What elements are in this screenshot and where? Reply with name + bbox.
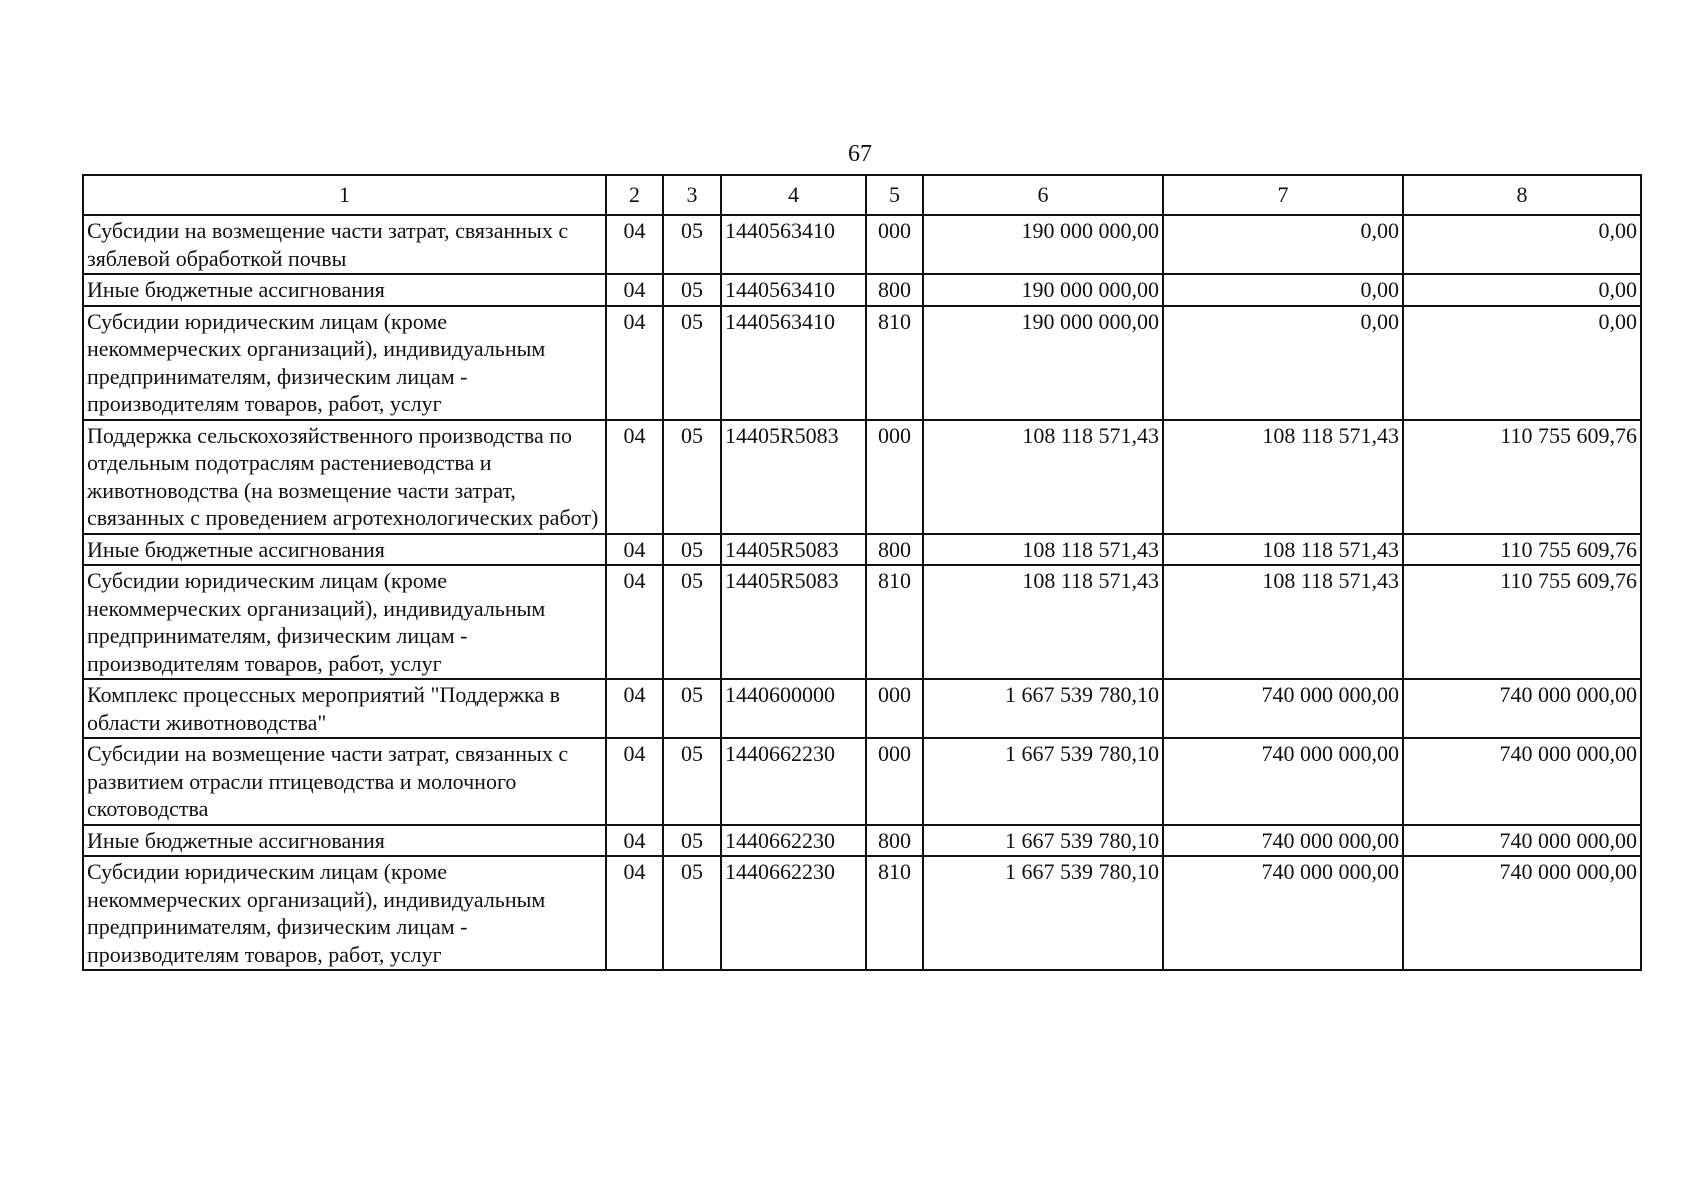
amount-col-8: 110 755 609,76 <box>1403 420 1641 534</box>
table-row <box>83 825 1641 857</box>
code-expense-type: 810 <box>866 306 923 420</box>
table-row <box>83 738 1641 825</box>
column-header: 8 <box>1403 175 1641 215</box>
row-name: Субсидии юридическим лицам (кроме некоммерческих организаций), индивидуальным предпринимателям, физическим лицам - производителям товаров, работ, услуг <box>83 306 606 420</box>
code-expense-type: 000 <box>866 420 923 534</box>
code-target-article: 1440662230 <box>721 825 866 857</box>
column-header: 4 <box>721 175 866 215</box>
table-row <box>83 534 1641 566</box>
column-header: 1 <box>83 175 606 215</box>
amount-col-6: 1 667 539 780,10 <box>923 679 1163 738</box>
row-name: Субсидии юридическим лицам (кроме некоммерческих организаций), индивидуальным предпринимателям, физическим лицам - производителям товаров, работ, услуг <box>83 565 606 679</box>
amount-col-6: 1 667 539 780,10 <box>923 738 1163 825</box>
code-target-article: 1440600000 <box>721 679 866 738</box>
row-name: Поддержка сельскохозяйственного производства по отдельным подотраслям растениеводства и животноводства (на возмещение части затрат, связанных с проведением агротехнологических работ) <box>83 420 606 534</box>
amount-col-6: 108 118 571,43 <box>923 420 1163 534</box>
column-header: 3 <box>663 175 721 215</box>
column-header: 5 <box>866 175 923 215</box>
amount-col-8: 0,00 <box>1403 215 1641 274</box>
code-expense-type: 000 <box>866 215 923 274</box>
code-expense-type: 000 <box>866 738 923 825</box>
code-subsection: 05 <box>663 679 721 738</box>
code-subsection: 05 <box>663 825 721 857</box>
amount-col-6: 1 667 539 780,10 <box>923 856 1163 970</box>
code-section: 04 <box>606 274 663 306</box>
code-subsection: 05 <box>663 215 721 274</box>
table-row <box>83 215 1641 274</box>
table-row <box>83 306 1641 420</box>
amount-col-8: 110 755 609,76 <box>1403 565 1641 679</box>
amount-col-6: 190 000 000,00 <box>923 306 1163 420</box>
amount-col-8: 740 000 000,00 <box>1403 679 1641 738</box>
amount-col-8: 740 000 000,00 <box>1403 856 1641 970</box>
code-expense-type: 800 <box>866 274 923 306</box>
code-expense-type: 810 <box>866 565 923 679</box>
amount-col-7: 0,00 <box>1163 274 1403 306</box>
amount-col-7: 108 118 571,43 <box>1163 534 1403 566</box>
row-name: Иные бюджетные ассигнования <box>83 274 606 306</box>
amount-col-7: 740 000 000,00 <box>1163 825 1403 857</box>
code-target-article: 14405R5083 <box>721 565 866 679</box>
page-number: 67 <box>848 141 872 167</box>
amount-col-8: 740 000 000,00 <box>1403 738 1641 825</box>
row-name: Субсидии на возмещение части затрат, связанных с зяблевой обработкой почвы <box>83 215 606 274</box>
code-expense-type: 800 <box>866 534 923 566</box>
code-section: 04 <box>606 306 663 420</box>
amount-col-6: 1 667 539 780,10 <box>923 825 1163 857</box>
table-row <box>83 420 1641 534</box>
code-target-article: 1440563410 <box>721 215 866 274</box>
code-target-article: 1440563410 <box>721 274 866 306</box>
code-section: 04 <box>606 565 663 679</box>
table-row <box>83 274 1641 306</box>
amount-col-8: 0,00 <box>1403 274 1641 306</box>
code-target-article: 1440563410 <box>721 306 866 420</box>
code-section: 04 <box>606 856 663 970</box>
code-section: 04 <box>606 420 663 534</box>
amount-col-6: 108 118 571,43 <box>923 565 1163 679</box>
table-row <box>83 679 1641 738</box>
code-section: 04 <box>606 215 663 274</box>
code-section: 04 <box>606 679 663 738</box>
code-section: 04 <box>606 534 663 566</box>
amount-col-7: 0,00 <box>1163 306 1403 420</box>
code-subsection: 05 <box>663 565 721 679</box>
code-subsection: 05 <box>663 738 721 825</box>
code-expense-type: 810 <box>866 856 923 970</box>
code-section: 04 <box>606 825 663 857</box>
table-row <box>83 856 1641 970</box>
amount-col-8: 740 000 000,00 <box>1403 825 1641 857</box>
amount-col-8: 0,00 <box>1403 306 1641 420</box>
code-subsection: 05 <box>663 534 721 566</box>
code-subsection: 05 <box>663 274 721 306</box>
code-target-article: 1440662230 <box>721 856 866 970</box>
row-name: Иные бюджетные ассигнования <box>83 825 606 857</box>
amount-col-6: 108 118 571,43 <box>923 534 1163 566</box>
amount-col-6: 190 000 000,00 <box>923 215 1163 274</box>
code-subsection: 05 <box>663 420 721 534</box>
column-header: 7 <box>1163 175 1403 215</box>
amount-col-7: 740 000 000,00 <box>1163 856 1403 970</box>
amount-col-7: 0,00 <box>1163 215 1403 274</box>
amount-col-8: 110 755 609,76 <box>1403 534 1641 566</box>
amount-col-7: 740 000 000,00 <box>1163 679 1403 738</box>
header-row <box>83 175 1641 215</box>
budget-table <box>82 174 1642 971</box>
row-name: Комплекс процессных мероприятий "Поддержка в области животноводства" <box>83 679 606 738</box>
table-row <box>83 565 1641 679</box>
column-header: 2 <box>606 175 663 215</box>
code-subsection: 05 <box>663 306 721 420</box>
amount-col-7: 740 000 000,00 <box>1163 738 1403 825</box>
amount-col-6: 190 000 000,00 <box>923 274 1163 306</box>
row-name: Иные бюджетные ассигнования <box>83 534 606 566</box>
code-subsection: 05 <box>663 856 721 970</box>
row-name: Субсидии юридическим лицам (кроме некоммерческих организаций), индивидуальным предпринимателям, физическим лицам - производителям товаров, работ, услуг <box>83 856 606 970</box>
column-header: 6 <box>923 175 1163 215</box>
code-target-article: 14405R5083 <box>721 420 866 534</box>
code-expense-type: 000 <box>866 679 923 738</box>
code-target-article: 1440662230 <box>721 738 866 825</box>
amount-col-7: 108 118 571,43 <box>1163 565 1403 679</box>
code-section: 04 <box>606 738 663 825</box>
code-target-article: 14405R5083 <box>721 534 866 566</box>
amount-col-7: 108 118 571,43 <box>1163 420 1403 534</box>
code-expense-type: 800 <box>866 825 923 857</box>
row-name: Субсидии на возмещение части затрат, связанных с развитием отрасли птицеводства и молочного скотоводства <box>83 738 606 825</box>
